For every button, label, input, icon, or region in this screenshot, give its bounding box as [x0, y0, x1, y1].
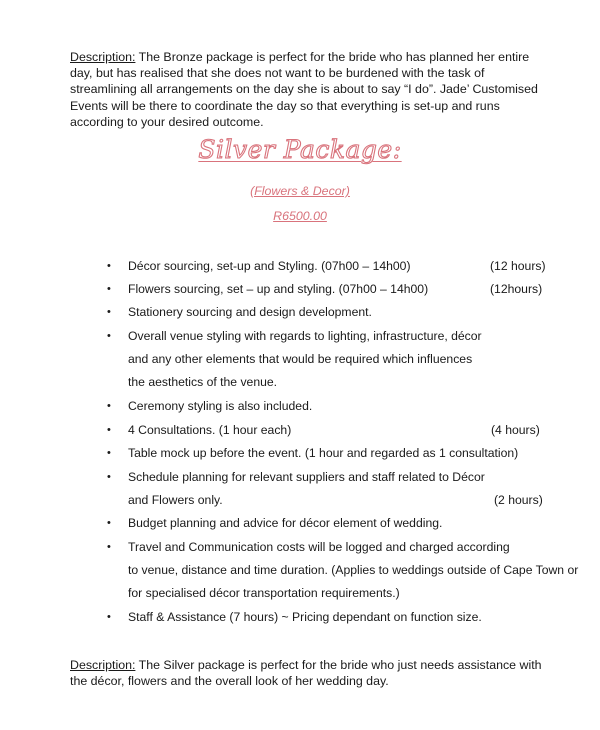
list-item-text: 4 Consultations. (1 hour each)	[128, 423, 292, 437]
list-item-text: Staff & Assistance (7 hours) ~ Pricing dependant on function size.	[128, 610, 482, 624]
list-item	[0, 398, 600, 414]
bullet: •	[107, 541, 111, 553]
list-item-continuation	[0, 585, 600, 601]
list-item-duration: (4 hours)	[491, 423, 540, 437]
package-price: R6500.00	[273, 209, 327, 223]
list-item-duration: (2 hours)	[494, 493, 543, 507]
list-item	[0, 515, 600, 531]
package-subtitle: (Flowers & Decor)	[250, 184, 350, 198]
list-item	[0, 445, 600, 461]
list-item-text: for specialised décor transportation requirements.)	[128, 586, 400, 600]
list-item-text: Table mock up before the event. (1 hour and regarded as 1 consultation)	[128, 446, 519, 460]
list-item-text: Ceremony styling is also included.	[128, 399, 313, 413]
description-text: The Silver package is perfect for the bride who just needs assistance with the décor, flowers and the overall look of her wedding day.	[70, 658, 542, 689]
list-item	[0, 469, 600, 485]
bullet: •	[107, 330, 111, 342]
list-item-text: Travel and Communication costs will be logged and charged according	[128, 540, 510, 554]
package-title: Silver Package:	[198, 135, 402, 164]
list-item-text: and any other elements that would be required which influences	[128, 352, 473, 366]
silver-description	[70, 657, 554, 689]
list-item-continuation	[0, 351, 600, 367]
bullet: •	[107, 283, 111, 295]
list-item-text: to venue, distance and time duration. (Applies to weddings outside of Cape Town or	[128, 563, 579, 577]
list-item-continuation	[0, 492, 600, 508]
description-label: Description:	[70, 50, 136, 64]
bullet: •	[107, 447, 111, 459]
description-text: The Bronze package is perfect for the bride who has planned her entire day, but has realised that she does not want to be burdened with the task of streamlining all arrangements on the day she is about to say “I do”. Jade’ Customised Events will be there to coordinate the day so that everything is set-up and runs according to your desired outcome.	[70, 50, 538, 129]
bullet: •	[107, 260, 111, 272]
list-item-text: the aesthetics of the venue.	[128, 375, 278, 389]
list-item	[0, 281, 600, 297]
bullet: •	[107, 517, 111, 529]
list-item-text: Stationery sourcing and design development.	[128, 305, 372, 319]
list-item-text: Budget planning and advice for décor element of wedding.	[128, 516, 443, 530]
list-item-duration: (12 hours)	[490, 259, 546, 273]
list-item-text: and Flowers only.	[128, 493, 223, 507]
list-item-continuation	[0, 374, 600, 390]
list-item	[0, 258, 600, 274]
description-label: Description:	[70, 658, 136, 672]
list-item-duration: (12hours)	[490, 282, 543, 296]
bullet: •	[107, 306, 111, 318]
bullet: •	[107, 400, 111, 412]
list-item-text: Schedule planning for relevant suppliers and staff related to Décor	[128, 470, 485, 484]
bullet: •	[107, 424, 111, 436]
list-item-text: Décor sourcing, set-up and Styling. (07h00 – 14h00)	[128, 259, 411, 273]
list-item-text: Overall venue styling with regards to lighting, infrastructure, décor	[128, 329, 482, 343]
list-item	[0, 539, 600, 555]
list-item	[0, 422, 600, 438]
list-item-continuation	[0, 562, 600, 578]
bronze-description	[70, 49, 554, 130]
list-item	[0, 609, 600, 625]
list-item	[0, 304, 600, 320]
list-item	[0, 328, 600, 344]
list-item-text: Flowers sourcing, set – up and styling. (07h00 – 14h00)	[128, 282, 429, 296]
bullet: •	[107, 471, 111, 483]
bullet: •	[107, 611, 111, 623]
